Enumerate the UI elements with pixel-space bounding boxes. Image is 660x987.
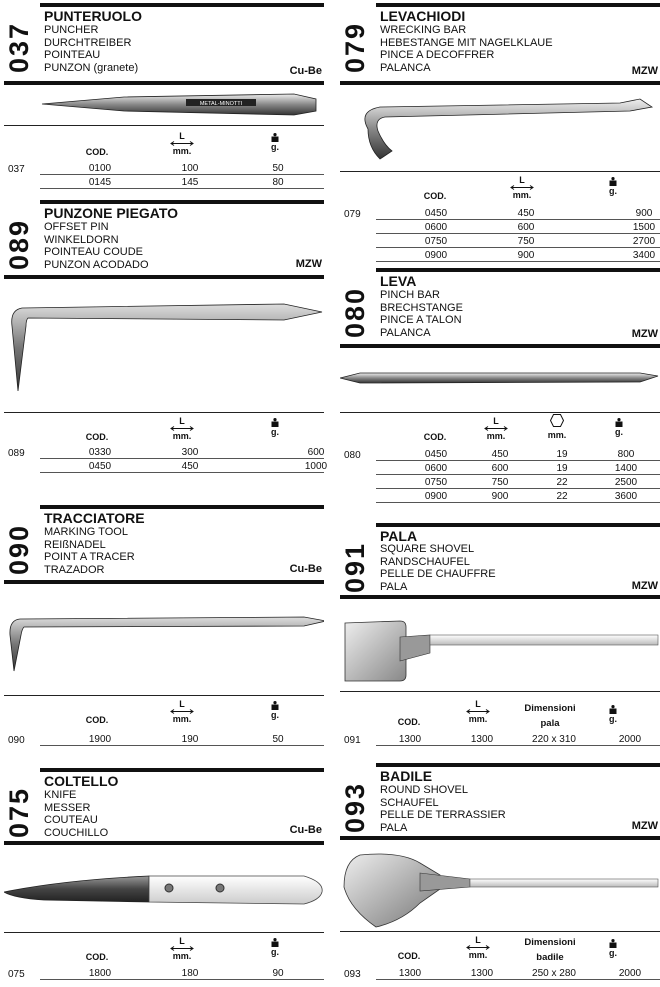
lang-en: PUNCHER [44,24,99,36]
cell-cod: 0900 [424,250,448,261]
mm-label: mm. [172,951,192,961]
col-length [458,935,498,960]
cell-weight: 80 [272,177,284,188]
section-075 [4,768,324,983]
row-section-code: 093 [344,969,361,980]
lang-de: HEBESTANGE MIT NAGELKLAUE [380,36,553,49]
lang-en: SQUARE SHOVEL [380,543,475,555]
col-weight [598,705,628,724]
brand-text: METAL-MINOTTI [199,101,243,107]
col-weight [598,177,628,196]
lang-en: MARKING TOOL [44,526,128,538]
table-row [376,249,660,262]
col-dimensions [510,701,590,731]
top-rule [376,268,660,272]
top-rule [40,3,324,7]
cell-weight: 3400 [632,250,656,261]
row-section-code: 089 [8,448,25,459]
g-label: g. [271,427,279,437]
hexagon-icon [550,414,564,427]
bottom-rule [340,344,660,348]
bottom-rule [340,595,660,599]
lang-fr: POINTEAU [44,49,101,62]
col-weight [604,418,634,437]
vertical-code: 037 [4,21,34,73]
punch-illustration [4,87,324,123]
col-length [162,699,202,724]
dimensions-sub-label: badile [536,952,564,963]
knife-illustration [4,868,324,914]
row-section-code: 090 [8,735,25,746]
dimensions-label: Dimensioni [524,937,576,948]
table-top-rule [340,931,660,932]
mm-label: mm. [486,431,506,441]
wrecking-bar-illustration [340,89,660,169]
lang-fr: POINTEAU COUDE [44,246,144,259]
spec-table [340,173,660,261]
cell-length: 900 [517,250,535,261]
g-label: g. [615,427,623,437]
cell-length: 190 [181,734,199,745]
table-row [376,207,660,220]
col-hex [542,414,572,440]
spec-table [4,697,324,747]
cell-cod: 0750 [424,477,448,488]
vertical-code: 079 [340,21,370,73]
mm-label: mm. [172,146,192,156]
table-row [376,967,660,980]
lang-es: PALA [380,821,408,834]
table-top-rule [4,932,324,933]
table-top-rule [340,691,660,692]
col-cod: COD. [397,717,421,727]
translations [380,289,463,339]
material-label: MZW [631,820,658,832]
table-top-rule [4,412,324,413]
product-image-knife [4,868,324,914]
cell-weight: 2500 [614,477,638,488]
product-title: COLTELLO [44,773,119,789]
lang-de: DURCHTREIBER [44,36,132,49]
length-label: L [493,416,499,426]
spec-table [4,414,328,476]
lang-en: OFFSET PIN [44,221,109,233]
product-title: PUNZONE PIEGATO [44,205,179,221]
cell-length: 300 [181,447,199,458]
length-label: L [475,935,481,945]
marking-tool-illustration [4,605,324,685]
table-top-rule [340,171,660,172]
table-top-rule [340,412,660,413]
lang-en: ROUND SHOVEL [380,784,469,796]
col-length [162,416,202,441]
table-row [40,446,324,459]
row-section-code: 080 [344,450,361,461]
lang-es: PALANCA [380,61,431,74]
product-image-punch [4,87,324,123]
mm-label: mm. [172,714,192,724]
cell-cod: 1300 [398,968,422,979]
cell-cod: 0100 [88,163,112,174]
spec-table [340,693,660,749]
top-rule [40,768,324,772]
length-label: L [179,416,185,426]
cell-weight: 50 [272,734,284,745]
col-weight [260,701,290,720]
cell-weight: 50 [272,163,284,174]
table-row [376,476,660,489]
top-rule [40,200,324,204]
row-section-code: 075 [8,969,25,980]
cell-cod: 0600 [424,463,448,474]
cell-cod: 0900 [424,491,448,502]
cell-cod: 0145 [88,177,112,188]
product-image-round-shovel [340,849,660,929]
cell-length: 750 [517,236,535,247]
section-093 [340,763,660,985]
cell-hex: 19 [556,449,568,460]
lang-es: TRAZADOR [44,563,105,576]
weight-icon [271,418,279,427]
cell-weight: 900 [635,208,653,219]
table-row [40,162,324,175]
dimensions-sub-label: pala [540,718,560,729]
table-top-rule [4,695,324,696]
col-cod: COD. [85,715,109,725]
table-row [376,462,660,475]
cell-cod: 0750 [424,236,448,247]
product-title: LEVA [380,273,417,289]
cell-cod: 0330 [88,447,112,458]
product-image-pinch-bar [340,366,660,390]
col-weight [598,939,628,958]
offset-pin-illustration [4,296,324,406]
length-label: L [179,131,185,141]
top-rule [376,3,660,7]
col-length [162,936,202,961]
table-row [376,221,660,234]
length-label: L [179,936,185,946]
product-image-square-shovel [340,617,660,687]
pinch-bar-illustration [340,366,660,390]
lang-de: RANDSCHAUFEL [380,555,470,568]
col-weight [260,938,290,957]
cell-length: 750 [491,477,509,488]
cell-length: 145 [181,177,199,188]
g-label: g. [271,710,279,720]
round-shovel-illustration [340,849,660,929]
cell-weight: 2000 [618,734,642,745]
lang-de: MESSER [44,801,91,814]
translations [44,24,138,74]
col-length [162,131,202,156]
table-row [376,490,660,503]
product-title: TRACCIATORE [44,510,145,526]
g-label: g. [609,186,617,196]
cell-length: 600 [517,222,535,233]
row-section-code: 091 [344,735,361,746]
section-037 [4,3,324,193]
cell-weight: 800 [617,449,635,460]
lang-fr: POINT A TRACER [44,551,135,564]
cell-length: 1300 [470,968,494,979]
lang-es: PUNZON (granete) [44,61,139,74]
col-length [476,416,516,441]
table-row [376,448,660,461]
col-dimensions [510,935,590,965]
cell-cod: 1800 [88,968,112,979]
table-row [40,733,324,746]
cell-length: 450 [181,461,199,472]
translations [380,543,496,593]
cell-dimensions: 250 x 280 [532,968,576,979]
bottom-rule [4,580,324,584]
cell-weight: 90 [272,968,284,979]
cell-length: 180 [181,968,199,979]
spec-table [4,127,324,191]
section-091 [340,523,660,751]
translations [380,24,553,74]
cell-length: 1300 [470,734,494,745]
translations [44,221,149,271]
vertical-code: 075 [4,786,34,838]
product-title: BADILE [380,768,433,784]
row-section-code: 037 [8,164,25,175]
lang-en: KNIFE [44,789,77,801]
material-label: Cu-Be [289,824,322,836]
product-title: PALA [380,528,418,544]
length-label: L [475,699,481,709]
weight-icon [609,939,617,948]
length-label: L [179,699,185,709]
length-label: L [519,175,525,185]
lang-de: BRECHSTANGE [380,301,463,314]
weight-icon [609,705,617,714]
lang-fr: COUTEAU [44,814,98,827]
weight-icon [271,701,279,710]
mm-label: mm. [468,714,488,724]
col-cod: COD. [85,147,109,157]
product-image-wrecking-bar [340,89,660,169]
bottom-rule [4,81,324,85]
vertical-code: 089 [4,218,34,270]
weight-icon [615,418,623,427]
product-title: LEVACHIODI [380,8,466,24]
weight-icon [271,133,279,142]
cell-cod: 0450 [88,461,112,472]
cell-weight: 1000 [304,461,328,472]
col-cod: COD. [397,951,421,961]
row-section-code: 079 [344,209,361,220]
lang-es: PUNZON ACODADO [44,258,149,271]
product-image-marking-tool [4,605,324,685]
product-image-offset-pin [4,296,324,406]
top-rule [40,505,324,509]
weight-icon [609,177,617,186]
cell-length: 600 [491,463,509,474]
col-cod: COD. [85,432,109,442]
col-cod: COD. [423,191,447,201]
mm-label: mm. [512,190,532,200]
cell-hex: 22 [556,491,568,502]
g-label: g. [271,142,279,152]
translations [44,526,135,576]
dimensions-label: Dimensioni [524,703,576,714]
cell-cod: 0450 [424,449,448,460]
translations [380,784,506,834]
material-label: Cu-Be [289,65,322,77]
table-row [40,460,328,473]
table-row [376,733,660,746]
bottom-rule [340,81,660,85]
cell-weight: 3600 [614,491,638,502]
lang-de: SCHAUFEL [380,796,439,809]
section-080 [340,268,660,508]
cell-length: 900 [491,491,509,502]
top-rule [376,523,660,527]
translations [44,789,108,839]
lang-de: REIßNADEL [44,538,106,551]
material-label: MZW [295,258,322,270]
cell-hex: 22 [556,477,568,488]
spec-table [4,934,324,982]
lang-fr: PELLE DE TERRASSIER [380,809,506,822]
mm-label: mm. [468,950,488,960]
spec-table [340,933,660,985]
material-label: MZW [631,65,658,77]
material-label: Cu-Be [289,563,322,575]
cell-length: 450 [517,208,535,219]
weight-icon [271,938,279,947]
cell-dimensions: 220 x 310 [532,734,576,745]
square-shovel-illustration [340,617,660,687]
cell-hex: 19 [556,463,568,474]
section-090 [4,505,324,750]
top-rule [376,763,660,767]
spec-table [340,414,660,506]
lang-es: PALANCA [380,326,431,339]
col-weight [260,133,290,152]
material-label: MZW [631,580,658,592]
cell-length: 100 [181,163,199,174]
cell-weight: 2000 [618,968,642,979]
lang-fr: PINCE A TALON [380,314,462,327]
vertical-code: 080 [340,286,370,338]
vertical-code: 090 [4,523,34,575]
bottom-rule [4,275,324,279]
mm-label: mm. [547,430,567,440]
cell-weight: 1400 [614,463,638,474]
table-row [40,176,324,189]
cell-cod: 1300 [398,734,422,745]
vertical-code: 091 [340,541,370,593]
vertical-code: 093 [340,781,370,833]
bottom-rule [340,836,660,840]
lang-de: WINKELDORN [44,233,119,246]
col-weight [260,418,290,437]
col-cod: COD. [85,952,109,962]
lang-es: COUCHILLO [44,826,109,839]
cell-length: 450 [491,449,509,460]
col-length [502,175,542,200]
lang-en: WRECKING BAR [380,24,467,36]
material-label: MZW [631,328,658,340]
mm-label: mm. [172,431,192,441]
col-cod: COD. [423,432,447,442]
cell-weight: 1500 [632,222,656,233]
cell-cod: 0600 [424,222,448,233]
table-row [40,967,324,980]
lang-es: PALA [380,580,408,593]
cell-cod: 1900 [88,734,112,745]
g-label: g. [271,947,279,957]
table-row [376,235,660,248]
section-079 [340,3,660,263]
section-089 [4,200,328,480]
product-title: PUNTERUOLO [44,8,142,24]
bottom-rule [4,841,324,845]
cell-weight: 2700 [632,236,656,247]
lang-fr: PINCE A DECOFFRER [380,49,495,62]
g-label: g. [609,948,617,958]
g-label: g. [609,714,617,724]
col-length [458,699,498,724]
cell-weight: 600 [307,447,325,458]
lang-en: PINCH BAR [380,289,440,301]
table-top-rule [4,125,324,126]
cell-cod: 0450 [424,208,448,219]
lang-fr: PELLE DE CHAUFFRE [380,568,496,581]
